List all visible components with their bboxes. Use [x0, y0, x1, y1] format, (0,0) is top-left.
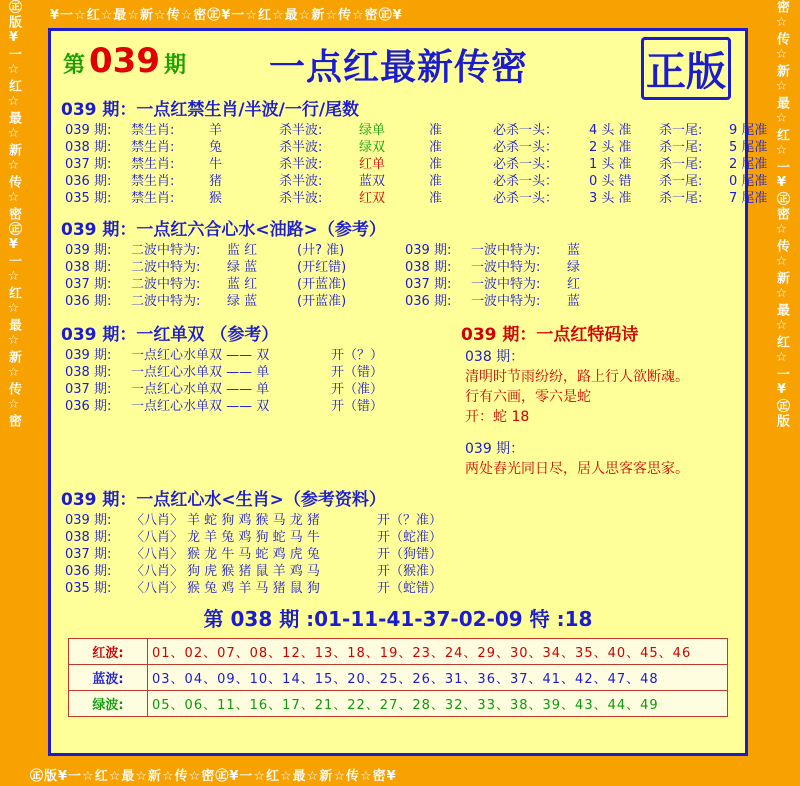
row-label: 禁生肖:	[131, 174, 175, 189]
edition-badge-text: 正版	[641, 37, 731, 100]
row-issue: 038 期:	[65, 260, 112, 275]
row-half: 杀半波:	[279, 174, 323, 189]
section5-rows	[65, 512, 745, 597]
row-animal: 兔	[209, 140, 223, 155]
table-row	[405, 276, 745, 293]
row-animals: 猴 兔 鸡 羊 马 猪 鼠 狗	[187, 581, 320, 596]
header-issue	[63, 41, 186, 81]
row-result: (开蓝准)	[297, 277, 347, 292]
poem-label: 038 期：	[465, 349, 525, 365]
edition-badge	[641, 37, 731, 100]
row-result: (开红错)	[297, 260, 347, 275]
row-value: 绿	[567, 260, 581, 275]
row-acc: 准	[429, 157, 443, 172]
border-text-top: ¥一☆红☆最☆新☆传☆密㊣¥一☆红☆最☆新☆传☆密㊣¥	[50, 8, 403, 23]
row-issue: 039 期:	[65, 123, 112, 138]
wave-label-green: 绿波:	[69, 691, 148, 717]
section5-title: 期：一点红心水<生肖>（参考资料）	[102, 490, 386, 510]
row-tag: 〈八肖〉	[131, 581, 184, 596]
table-row	[405, 242, 745, 259]
row-result: 开（狗错）	[377, 547, 443, 562]
section3-issue: 039	[61, 325, 97, 345]
wave-label-blue: 蓝波:	[69, 665, 148, 691]
row-tail: 杀一尾:	[659, 174, 703, 189]
table-row	[65, 139, 768, 156]
row-tailval: 2 尾准	[729, 157, 768, 172]
section1-issue: 039	[61, 100, 97, 120]
row-animal: 牛	[209, 157, 223, 172]
border-text-bottom: ㊣版¥一☆红☆最☆新☆传☆密㊣¥一☆红☆最☆新☆传☆密¥	[30, 769, 397, 784]
row-value: 绿 蓝	[227, 260, 258, 275]
section3-heading	[61, 320, 451, 345]
row-text: 一点红心水单双 —— 双	[131, 399, 270, 414]
row-animals: 羊 蛇 狗 鸡 猴 马 龙 猪	[187, 513, 320, 528]
row-halfval: 绿双	[359, 140, 386, 155]
row-result: 开（错）	[331, 365, 384, 380]
section2-heading	[61, 215, 745, 240]
row-issue: 039 期:	[65, 348, 112, 363]
row-issue: 037 期:	[65, 547, 112, 562]
table-row	[65, 276, 405, 293]
table-row	[405, 293, 745, 310]
section5-heading	[61, 485, 745, 510]
issue-prefix: 第	[63, 53, 86, 78]
row-acc: 准	[429, 174, 443, 189]
table-row	[65, 529, 745, 546]
row-issue: 036 期:	[65, 174, 112, 189]
wave-table	[68, 638, 728, 717]
table-row	[65, 398, 451, 415]
section2-right-column	[405, 242, 745, 310]
row-issue: 039 期:	[65, 243, 112, 258]
section2-left-column	[65, 242, 405, 310]
poem-label: 039 期：	[465, 441, 525, 457]
row-tailval: 5 尾准	[729, 140, 768, 155]
section4-heading	[461, 320, 741, 345]
row-animals: 猴 龙 牛 马 蛇 鸡 虎 兔	[187, 547, 320, 562]
row-acc: 准	[429, 191, 443, 206]
table-row	[65, 381, 451, 398]
section4-issue: 039	[461, 325, 497, 345]
wave-label-red: 红波:	[69, 639, 148, 665]
row-label: 禁生肖:	[131, 191, 175, 206]
row-killval: 4 头 准	[589, 123, 632, 138]
row-issue: 036 期:	[65, 294, 112, 309]
row-tailval: 7 尾准	[729, 191, 768, 206]
row-text: 二波中特为:	[131, 277, 201, 292]
wave-numbers-green: 05、06、11、16、17、21、22、27、28、32、33、38、39、43、44、49	[148, 691, 728, 717]
draw-result: 第 038 期 :01-11-41-37-02-09 特 :18	[203, 607, 593, 631]
row-text: 一波中特为:	[471, 260, 541, 275]
row-halfval: 蓝双	[359, 174, 386, 189]
row-half: 杀半波:	[279, 123, 323, 138]
row-value: 蓝 红	[227, 277, 258, 292]
table-row	[405, 259, 745, 276]
row-animal: 羊	[209, 123, 223, 138]
row-animal: 猪	[209, 174, 223, 189]
row-text: 一点红心水单双 —— 单	[131, 382, 270, 397]
section2-issue: 039	[61, 220, 97, 240]
table-row	[65, 512, 745, 529]
row-acc: 准	[429, 123, 443, 138]
row-result: 开（蛇准）	[377, 530, 443, 545]
border-text-right-inner: 密☆传☆新☆最☆红☆一¥㊣密☆传☆新☆最☆红☆一¥㊣版	[774, 0, 789, 429]
table-row	[69, 665, 728, 691]
table-row	[65, 122, 768, 139]
poem-line: 两处舂光同日尽，居人思客客思家。	[465, 461, 689, 477]
middle-split	[51, 312, 745, 479]
row-text: 一点红心水单双 —— 单	[131, 365, 270, 380]
table-row	[65, 190, 768, 207]
row-kill: 必杀一头：	[493, 123, 559, 138]
row-issue: 037 期:	[405, 277, 452, 292]
issue-suffix: 期	[164, 53, 187, 78]
border-text-left-inner: ㊣版¥一☆红☆最☆新☆传☆密㊣¥一☆红☆最☆新☆传☆密	[6, 0, 21, 429]
row-issue: 038 期:	[65, 140, 112, 155]
row-issue: 038 期:	[405, 260, 452, 275]
row-result: 开（准）	[331, 382, 384, 397]
row-tail: 杀一尾:	[659, 140, 703, 155]
table-row	[65, 364, 451, 381]
row-text: 二波中特为:	[131, 260, 201, 275]
row-issue: 036 期:	[405, 294, 452, 309]
row-result: 开（蛇错）	[377, 581, 443, 596]
row-issue: 039 期:	[65, 513, 112, 528]
row-killval: 2 头 准	[589, 140, 632, 155]
row-tailval: 9 尾准	[729, 123, 768, 138]
row-issue: 038 期:	[65, 365, 112, 380]
row-animal: 猴	[209, 191, 223, 206]
row-half: 杀半波:	[279, 191, 323, 206]
row-kill: 必杀一头：	[493, 157, 559, 172]
row-text: 一波中特为:	[471, 243, 541, 258]
row-result: 开（猴准）	[377, 564, 443, 579]
poem-line: 行有六画，零六是蛇	[465, 389, 591, 405]
row-acc: 准	[429, 140, 443, 155]
section1-title: 期：一点红禁生肖/半波/一行/尾数	[102, 100, 360, 120]
row-kill: 必杀一头：	[493, 174, 559, 189]
poem-line: 开：蛇 18	[465, 409, 530, 425]
section3-title: 期：一红单双 （参考）	[102, 325, 279, 345]
row-tailval: 0 尾准	[729, 174, 768, 189]
row-kill: 必杀一头：	[493, 191, 559, 206]
table-row	[65, 242, 405, 259]
issue-number: 039	[89, 41, 160, 81]
row-issue: 037 期:	[65, 277, 112, 292]
row-issue: 037 期:	[65, 157, 112, 172]
row-issue: 035 期:	[65, 191, 112, 206]
row-tail: 杀一尾:	[659, 191, 703, 206]
row-text: 一波中特为:	[471, 294, 541, 309]
section3-block	[51, 312, 451, 479]
row-value: 红	[567, 277, 581, 292]
table-row	[65, 546, 745, 563]
wave-numbers-red: 01、02、07、08、12、13、18、19、23、24、29、30、34、35、40、45、46	[148, 639, 728, 665]
section1-rows	[65, 122, 768, 207]
row-issue: 037 期:	[65, 382, 112, 397]
section3-rows	[65, 347, 451, 415]
row-half: 杀半波:	[279, 140, 323, 155]
table-row	[65, 259, 405, 276]
section4-block	[451, 312, 741, 479]
row-text: 一波中特为:	[471, 277, 541, 292]
row-value: 监 红	[227, 243, 258, 258]
row-result: 开（错）	[331, 399, 384, 414]
row-killval: 0 头 错	[589, 174, 632, 189]
content-frame	[48, 28, 768, 756]
section2-title: 期：一点红六合心水<油路>（参考）	[102, 220, 386, 240]
row-result: (开蓝准)	[297, 294, 347, 309]
row-killval: 1 头 准	[589, 157, 632, 172]
table-row	[65, 580, 745, 597]
row-issue: 035 期:	[65, 581, 112, 596]
row-text: 二波中特为:	[131, 294, 201, 309]
row-issue: 036 期:	[65, 564, 112, 579]
row-label: 禁生肖:	[131, 140, 175, 155]
border-text-right	[772, 0, 796, 786]
border-text-left	[4, 0, 28, 786]
row-halfval: 绿单	[359, 123, 386, 138]
row-tag: 〈八肖〉	[131, 513, 184, 528]
table-row	[65, 347, 451, 364]
table-row	[65, 563, 745, 580]
section5-issue: 039	[61, 490, 97, 510]
table-row	[69, 639, 728, 665]
table-row	[65, 173, 768, 190]
row-killval: 3 头 准	[589, 191, 632, 206]
row-result: 开（？准）	[377, 513, 443, 528]
page-title: 一点红最新传密	[269, 47, 529, 88]
poster-header	[51, 31, 745, 93]
row-halfval: 红单	[359, 157, 386, 172]
row-value: 蓝	[567, 294, 581, 309]
row-text: 一点红心水单双 —— 双	[131, 348, 270, 363]
row-value: 蓝	[567, 243, 581, 258]
row-issue: 036 期:	[65, 399, 112, 414]
table-row	[69, 691, 728, 717]
row-text: 二波中特为:	[131, 243, 201, 258]
row-result: (廾? 准)	[297, 243, 345, 258]
row-tag: 〈八肖〉	[131, 564, 184, 579]
section4-title: 期：一点红特码诗	[502, 325, 639, 345]
row-label: 禁生肖:	[131, 157, 175, 172]
row-tag: 〈八肖〉	[131, 530, 184, 545]
section4-entry	[465, 439, 741, 479]
wave-numbers-blue: 03、04、09、10、14、15、20、25、26、31、36、37、41、42、47、48	[148, 665, 728, 691]
row-result: 开（？）	[331, 348, 384, 363]
row-issue: 038 期:	[65, 530, 112, 545]
row-value: 绿 蓝	[227, 294, 258, 309]
row-label: 禁生肖:	[131, 123, 175, 138]
poem-line: 清明时节雨纷纷，路上行人欲断魂。	[465, 369, 689, 385]
row-tail: 杀一尾:	[659, 123, 703, 138]
row-animals: 狗 虎 猴 猪 鼠 羊 鸡 马	[187, 564, 320, 579]
table-row	[65, 293, 405, 310]
row-half: 杀半波:	[279, 157, 323, 172]
row-kill: 必杀一头：	[493, 140, 559, 155]
table-row	[65, 156, 768, 173]
row-halfval: 红双	[359, 191, 386, 206]
row-tail: 杀一尾:	[659, 157, 703, 172]
section2-columns	[65, 242, 745, 310]
row-issue: 039 期:	[405, 243, 452, 258]
row-tag: 〈八肖〉	[131, 547, 184, 562]
section4-entry	[465, 347, 741, 427]
row-animals: 龙 羊 兔 鸡 狗 蛇 马 牛	[187, 530, 320, 545]
